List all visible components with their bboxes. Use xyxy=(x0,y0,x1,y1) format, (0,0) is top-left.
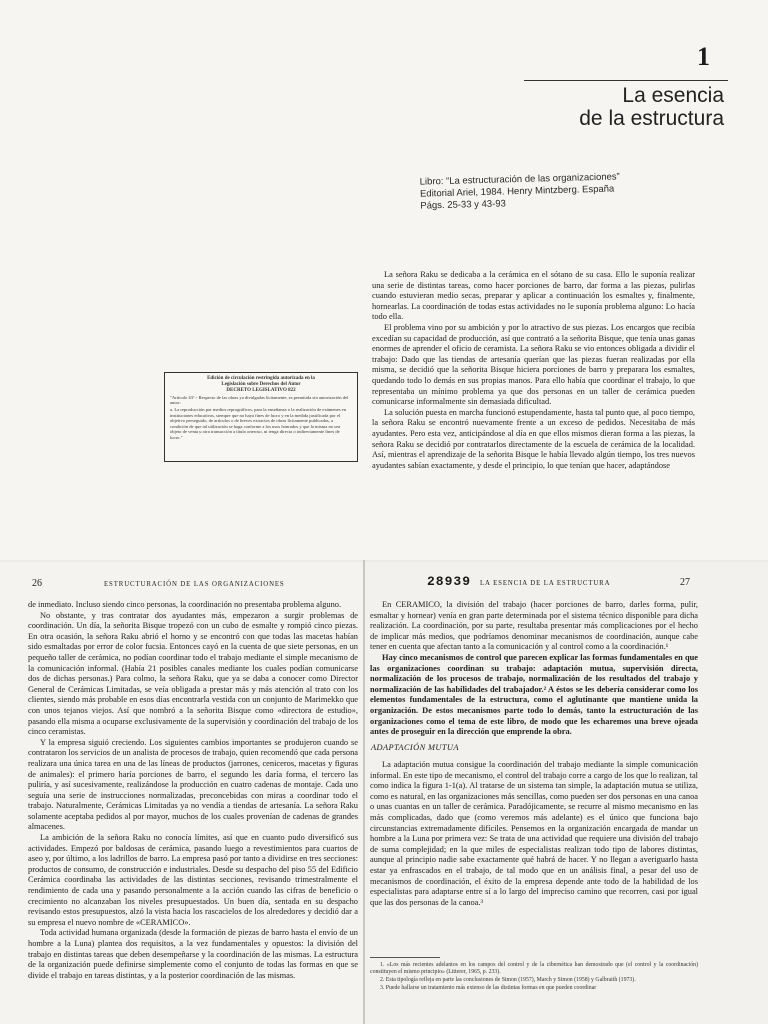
chapter-title-line2: de la estructura xyxy=(579,107,724,130)
source-note-line2: Editorial Ariel, 1984. Henry Mintzberg. España xyxy=(419,183,615,200)
right-page-number: 27 xyxy=(680,577,690,588)
section-text xyxy=(370,760,698,955)
paragraph: La señora Raku se dedicaba a la cerámica en el sótano de su casa. Ello le suponía realizar una serie de distintas tareas, como hacer porciones de barro, dar forma a las piezas, pulirlas cuando estuvieran medio secas, preparar y aplicar a continuación los esmaltes y, finalmente, hornearlas. La coordinación de todas estas actividades no le suponía problema alguno: Lo hacía todo ella. xyxy=(372,270,695,322)
top-page-text xyxy=(372,270,695,558)
paragraph: La ambición de la señora Raku no conocía límites, así que en cuanto pudo diversificó sus actividades. Empezó por baldosas de cerámica, pasando luego a revestimientos para cuartos de aseo y, por último, a los ladrillos de barro. La empresa pasó por tanto a dividirse en tres secciones: productos de consumo, de construcción e industriales. Desde su despacho del piso 55 del Edificio Cerámica coordinaba las actividades de las distintas secciones, revisando trimestralmente el rendimiento de cada una y pasando personalmente a la acción cuando las cifras de beneficio o crecimiento no alcanzaban los niveles presupuestados. Un buen día, sentada en su despacho revisando estos presupuestos, alzó la vista hacia los rascacielos de los alrededores y decidió dar a su empresa el nuevo nombre de «CERAMICO». xyxy=(28,833,358,927)
paragraph: En CERAMICO, la división del trabajo (hacer porciones de barro, darles forma, pulir, esmaltar y hornear) venía en gran parte determinada por el sistema técnico disponible para dicha realización. La coordinación, por su parte, resultaba presentar más complicaciones por el hecho de implicar más medios, que podríamos denominar mecanismos de coordinación, aunque cabe tener en cuenta que afectan tanto a la comunicación y al control como a la coordinación.¹ xyxy=(370,600,698,652)
paragraph: Y la empresa siguió creciendo. Los siguientes cambios importantes se produjeron cuando se contrataron los servicios de un analista de procesos de trabajo, quien recomendó que cada persona realizara una única tarea en una de las líneas de productos (jarrones, ceniceros, macetas y figuras de animales): el primero haría porciones de barro, el segundo les daría forma, el tercero las puliría, y así sucesivamente, realizándose la producción en cuatro cadenas de montaje. Cada uno seguía una serie de instrucciones normalizadas, preconcebidas con miras a coordinar todo el trabajo. Naturalmente, Cerámicas Limitadas ya no vendía a tiendas de artesanía. La señora Raku solamente aceptaba pedidos al por mayor, muchos de los cuales provenían de cadenas de grandes almacenes. xyxy=(28,737,358,832)
section-heading: ADAPTACIÓN MUTUA xyxy=(371,743,459,752)
legal-notice-box xyxy=(164,372,358,462)
legal-decree: DECRETO LEGISLATIVO 822 xyxy=(226,388,296,394)
left-page-text xyxy=(28,600,358,1024)
legal-heading1: Edición de circulación restringida autorizada en la xyxy=(207,376,315,381)
footnote: 3. Puede hallarse un tratamiento más extenso de las distintas formas en que pueden coordinar xyxy=(380,985,597,991)
legal-heading2: Legislación sobre Derechos del Autor xyxy=(221,381,301,387)
right-running-head: LA ESENCIA DE LA ESTRUCTURA xyxy=(480,580,611,587)
paragraph: Hay cinco mecanismos de control que parecen explicar las formas fundamentales en que las organizaciones coordinan su trabajo: adaptación mutua, supervisión directa, normalización de los procesos de trabajo, normalización de los resultados del trabajo y normalización de las habilidades del trabajador.² A éstos se les debería considerar como los elementos fundamentales de la estructura, como el aglutinante que mantiene unida la organización. De estos mecanismos parte todo lo demás, tanto la estructuración de las organizaciones como el tema de este libro, de modo que les echaremos una breve ojeada antes de proseguir en la dirección que emprende la obra. xyxy=(370,652,698,737)
left-page-number: 26 xyxy=(32,578,42,589)
footnote-rule xyxy=(370,957,440,958)
chapter-title-line1: La esencia xyxy=(622,84,724,107)
chapter-title xyxy=(579,84,724,130)
document-stamp: 28939 xyxy=(427,574,472,589)
footnote: 2. Esta tipología refleja en parte las conclusiones de Simon (1957), March y Simon (1958) y Galbraith (1973). xyxy=(380,977,636,983)
legal-article: "Artículo 43°.- Respecto de las obras ya divulgadas lícitamente, es permitida sin autorización del autor: xyxy=(170,394,349,406)
source-note-line3: Págs. 25-33 y 43-93 xyxy=(420,198,507,212)
footnotes xyxy=(370,962,698,993)
left-running-head: ESTRUCTURACIÓN DE LAS ORGANIZACIONES xyxy=(104,581,285,588)
footnote: 1. «Los más recientes adelantos en los campos del control y de la cibernética han demostrado que (el control y la coordinación) constituyen el mismo principio» (Litterer, 1965, p. 233). xyxy=(370,962,698,975)
paragraph: La adaptación mutua consigue la coordinación del trabajo mediante la simple comunicación informal. En este tipo de mecanismo, el control del trabajo corre a cargo de los que lo realizan, tal como indica la figura 1-1(a). Al tratarse de un sistema tan simple, la adaptación mutua se utiliza, como es natural, en las organizaciones más sencillas, como pueden ser dos personas en una canoa o unas cuantas en un taller de cerámica. Paradójicamente, se recurre al mismo mecanismo en las más complicadas, dado que (como veremos más adelante) es el único que funciona bajo circunstancias extremadamente difíciles. Pensemos en la organización encargada de mandar un hombre a la Luna por primera vez: Se trata de una actividad que requiere una división del trabajo de suma complejidad; en la que miles de especialistas realizan todo tipo de labores distintas, aunque al principio nadie sabe exactamente qué habrá de hacer. Y no llegan a averiguarlo hasta estar ya enfrascados en el trabajo, de tal modo que en un análisis final, a pesar del uso de mecanismos de coordinación, el éxito de la empresa depende ante todo de la habilidad de los especialistas para adaptarse entre sí a lo largo del impreciso camino que recorren, casi por igual que las dos personas de la canoa.³ xyxy=(370,760,698,907)
paragraph: Toda actividad humana organizada (desde la formación de piezas de barro hasta el envío de un hombre a la Luna) plantea dos requisitos, a la vez fundamentales y opuestos: la división del trabajo en distintas tareas que deben desempeñarse y la coordinación de las mismas. La estructura de la organización puede definirse simplemente como el conjunto de todas las formas en que se divide el trabajo en tareas distintas, y a la posterior coordinación de las mismas. xyxy=(28,928,358,980)
paragraph: La solución puesta en marcha funcionó estupendamente, hasta tal punto que, al poco tiempo, la señora Raku se encontró nuevamente frente a un exceso de pedidos. Necesitaba de más ayudantes. Pero esta vez, anticipándose al día en que ellos mismos dieran forma a las piezas, la señora Raku se decidió por contratarlos directamente de la escuela de cerámica de la localidad. Así, mientras el aprendizaje de la señorita Bisque le había llevado algún tiempo, los tres nuevos ayudantes sabían exactamente, y desde el principio, lo que tenían que hacer, adaptándose xyxy=(372,407,695,470)
legal-clause: a. La reproducción por medios reprográficos, para la enseñanza o la realización de exámenes en instituciones educativas, siempre que no haya fines de lucro y en la medida justificada por el objetivo perseguido, de artículos o de breves extractos de obras lícitamente publicadas, a condición de que tal utilización se haga conforme a los usos honrados y que la misma no sea objeto de venta u otra transacción a título oneroso, ni tenga directa o indirectamente fines de lucro." xyxy=(170,406,347,440)
chapter-rule xyxy=(524,80,728,81)
paragraph: El problema vino por su ambición y por lo atractivo de sus piezas. Los encargos que recibía excedían su capacidad de producción, así que contrató a la señorita Bisque, que tenía unas ganas enormes de aprender el oficio de ceramista. La señora Raku se vio entonces obligada a dividir el trabajo: Dado que las tiendas de artesanía querían que las piezas fueran realizadas por ella misma, se decidió que la señorita Bisque hiciera porciones de barro y preparara los esmaltes, quedando todo lo demás en sus propias manos. Para ello había que coordinar el trabajo, lo que representaba un mínimo problema ya que dos personas en un taller de cerámica pueden comunicarse informalmente sin demasiada dificultad. xyxy=(372,322,695,407)
paragraph: de inmediato. Incluso siendo cinco personas, la coordinación no presentaba problema alguno. xyxy=(28,600,342,609)
source-note xyxy=(420,171,621,212)
chapter-number: 1 xyxy=(697,42,710,71)
page-fold-divider xyxy=(363,560,365,1024)
paragraph: No obstante, y tras contratar dos ayudantes más, empezaron a surgir problemas de coordinación. Un día, la señorita Bisque tropezó con un cubo de esmalte y rompió cinco piezas. En otra ocasión, la señora Raku abrió el horno y se encontró con que todas las macetas habían sido esmaltadas por error de color fucsia. Entonces cayó en la cuenta de que siete personas, en un pequeño taller de cerámica, no podían coordinar todo el trabajo mediante el simple mecanismo de la comunicación informal. (Había 21 posibles canales mediante los cuales podían comunicarse dos de dichas personas.) Para colmo, la señora Raku, que ya se daba a conocer como Director General de Cerámicas Limitadas, se veía obligada a prestar más y más atención al trato con los clientes, siendo más probable en esos días encontrarla vestida con un conjunto de Marimekko que con unos tejanos viejos. Así que nombró a la señorita Bisque como «directora de estudio», pasando ella misma a ocuparse exclusivamente de la supervisión y coordinación del trabajo de los cinco ceramistas. xyxy=(28,610,358,737)
source-note-line1: Libro: “La estructuración de las organizaciones” xyxy=(419,171,620,188)
